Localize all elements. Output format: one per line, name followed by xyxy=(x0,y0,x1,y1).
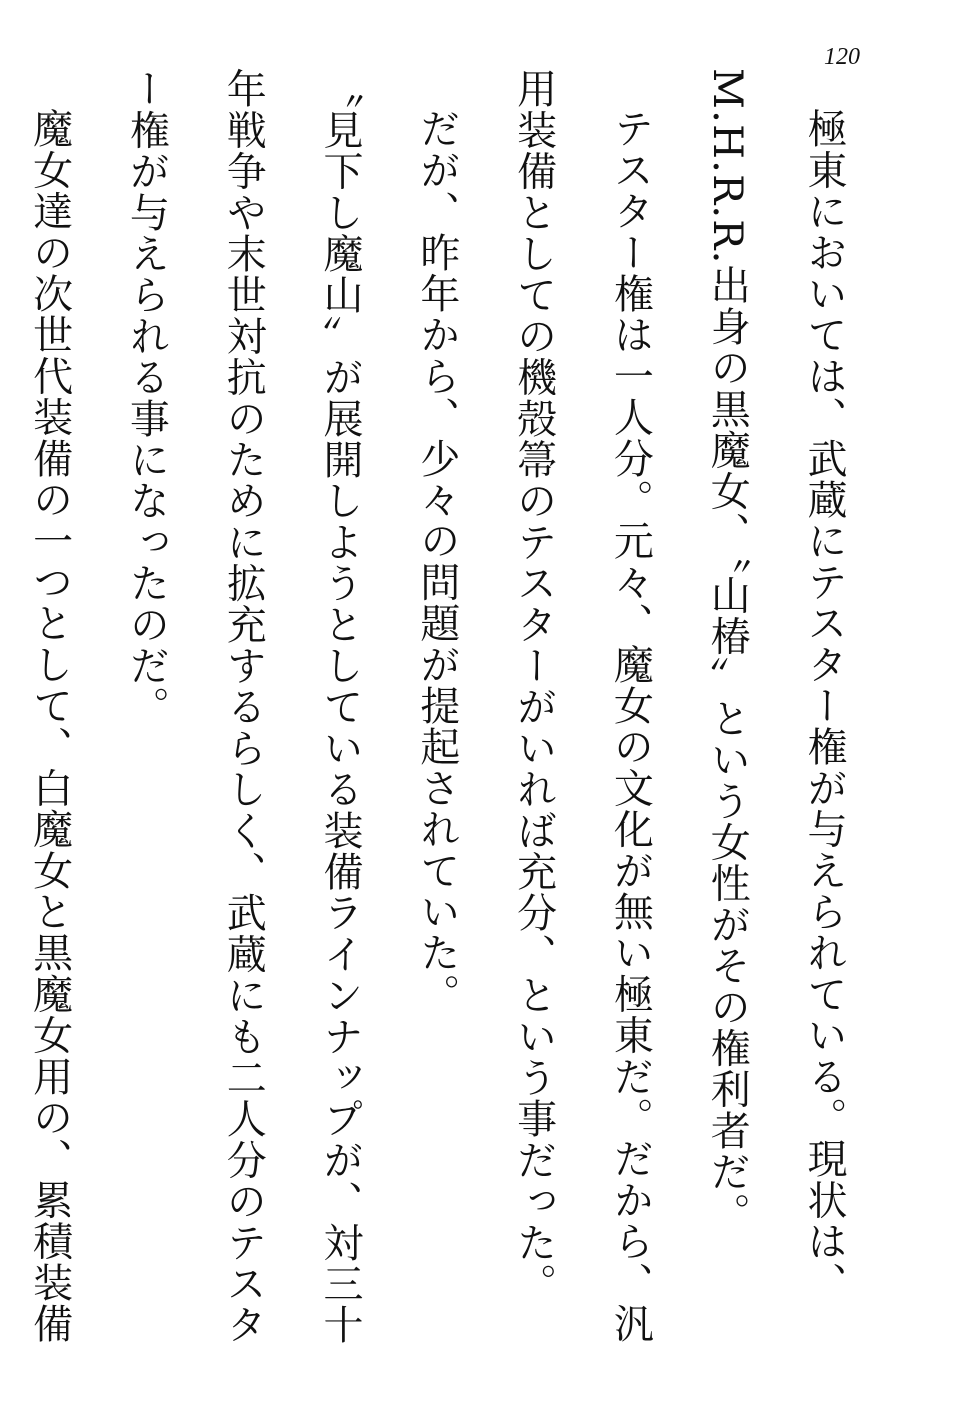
vertical-text-body xyxy=(26,68,872,1358)
paragraph: テスター権は一人分。元々、魔女の文化が無い極東だ。だから、汎用装備としての機殻箒のテスターがいれば充分、という事だった。 xyxy=(510,68,654,1344)
paragraph: 極東においては、武蔵にテスター権が与えられている。現状は、M.H.R.R.出身の黒魔女、〝山椿〟という女性がその権利者だ。 xyxy=(704,68,847,1303)
paragraph: 〝見下し魔山〟が展開しようとしている装備ラインナップが、対三十年戦争や末世対抗のために拡充するらしく、武蔵にも二人分のテスター権が与えられる事になったのだ。 xyxy=(123,68,364,1346)
page-number: 120 xyxy=(824,44,860,70)
paragraph: だが、昨年から、少々の問題が提起されていた。 xyxy=(413,108,460,1015)
paragraph: 魔女達の次世代装備の一つとして、白魔女と黒魔女用の、累積装備 xyxy=(26,108,73,1344)
